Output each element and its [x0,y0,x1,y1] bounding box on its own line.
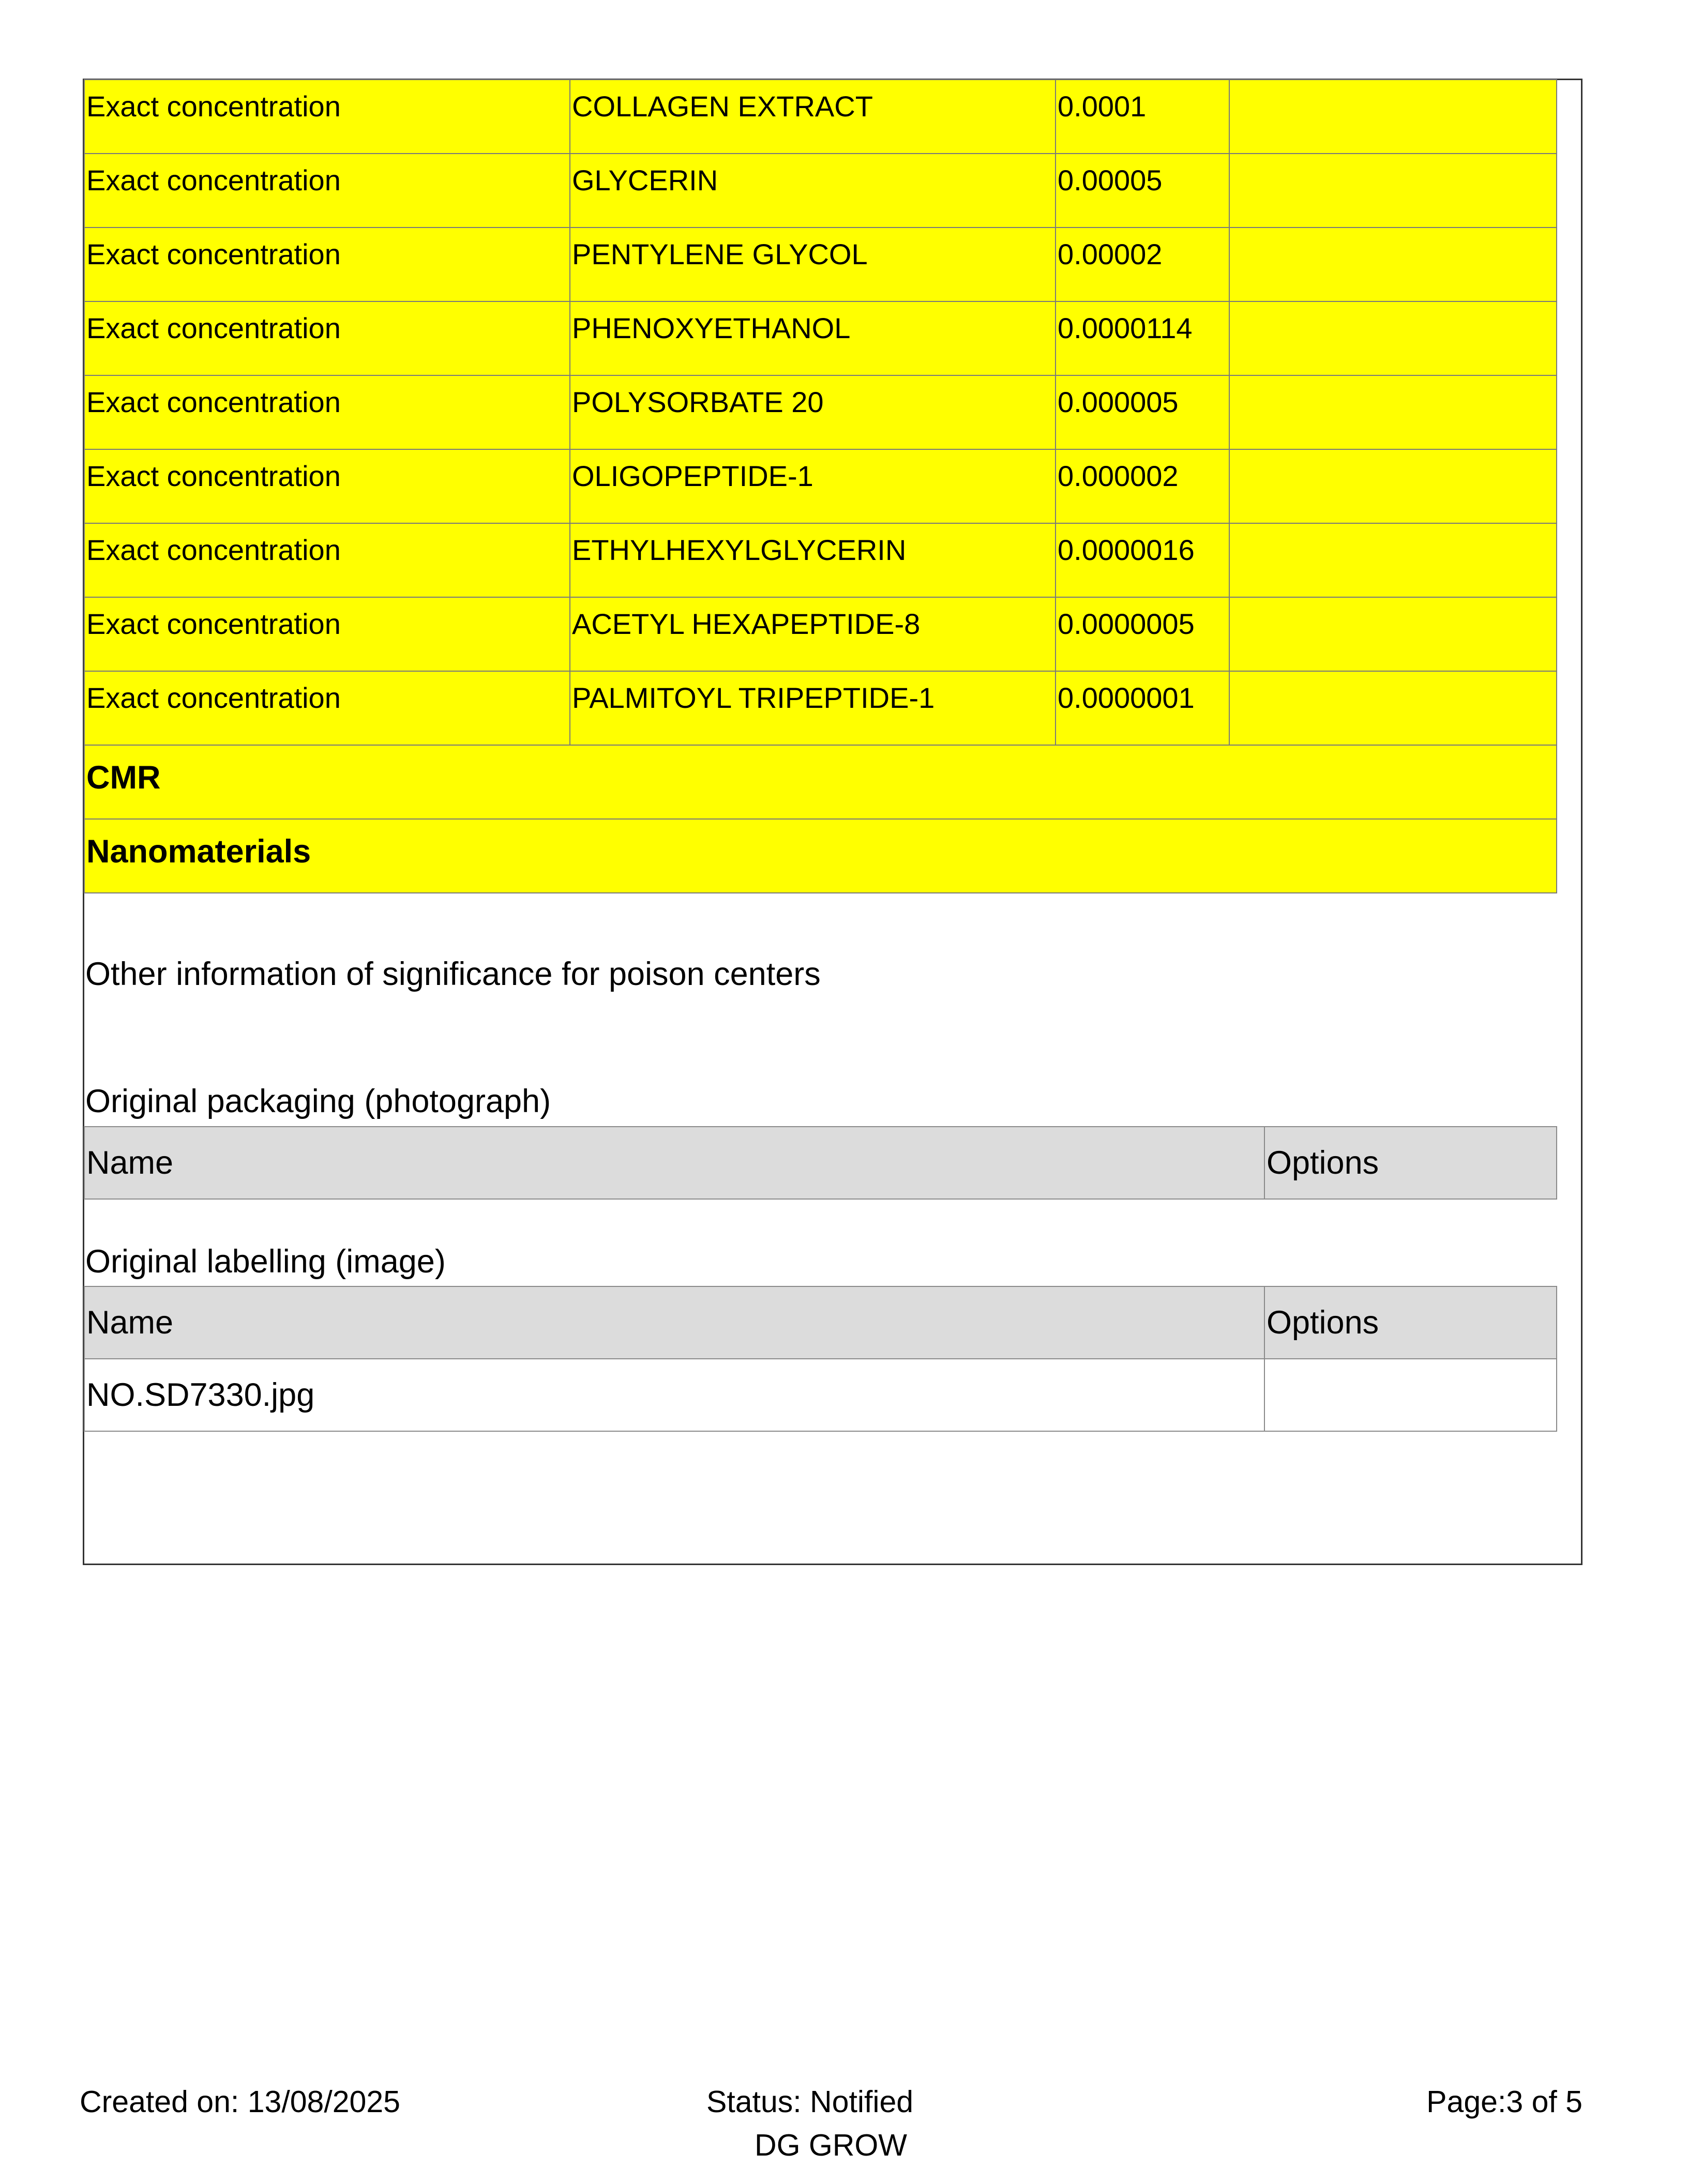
page-total: 5 [1565,2085,1583,2119]
concentration-type: Exact concentration [84,375,570,449]
file-name-link[interactable]: NO.SD7330.jpg [84,1359,1264,1431]
page-prefix: Page: [1426,2085,1506,2119]
concentration-type: Exact concentration [84,154,570,228]
concentration-value: 0.000002 [1056,449,1229,523]
ingredient-extra [1229,154,1557,228]
nanomaterials-section-row [84,819,1557,893]
ingredient-name: PALMITOYL TRIPEPTIDE-1 [570,671,1056,745]
ingredient-extra [1229,375,1557,449]
concentration-value: 0.0000001 [1056,671,1229,745]
page-current: 3 [1506,2085,1524,2119]
column-header-options: Options [1264,1286,1557,1359]
poison-centers-info-label: Other information of significance for poison centers [85,956,821,992]
concentration-value: 0.00005 [1056,154,1229,228]
table-row [84,301,1557,375]
ingredient-extra [1229,597,1557,671]
labelling-files-table [84,1286,1557,1432]
concentration-type: Exact concentration [84,80,570,154]
labelling-section-title: Original labelling (image) [85,1243,446,1280]
ingredient-extra [1229,301,1557,375]
concentration-value: 0.00002 [1056,228,1229,301]
ingredient-extra [1229,80,1557,154]
table-row [84,597,1557,671]
page-indicator [1426,2084,1583,2119]
table-row [84,80,1557,154]
file-options [1264,1359,1557,1431]
page-of: of [1523,2085,1566,2119]
concentration-type: Exact concentration [84,449,570,523]
table-row [84,375,1557,449]
ingredient-extra [1229,523,1557,597]
ingredient-name: COLLAGEN EXTRACT [570,80,1056,154]
ingredient-extra [1229,228,1557,301]
column-header-name: Name [84,1127,1264,1199]
concentration-type: Exact concentration [84,301,570,375]
table-header-row [84,1127,1557,1199]
ingredient-name: GLYCERIN [570,154,1056,228]
ingredient-name: POLYSORBATE 20 [570,375,1056,449]
concentration-value: 0.0000005 [1056,597,1229,671]
organization-name: DG GROW [755,2128,907,2162]
packaging-section-title: Original packaging (photograph) [85,1083,551,1119]
ingredient-name: OLIGOPEPTIDE-1 [570,449,1056,523]
table-row [84,523,1557,597]
table-row [84,1359,1557,1431]
packaging-files-table [84,1126,1557,1200]
ingredients-table [84,79,1557,893]
cmr-section-row [84,745,1557,819]
concentration-type: Exact concentration [84,523,570,597]
ingredient-name: PHENOXYETHANOL [570,301,1056,375]
ingredient-extra [1229,671,1557,745]
ingredient-name: ETHYLHEXYLGLYCERIN [570,523,1056,597]
concentration-value: 0.0001 [1056,80,1229,154]
column-header-options: Options [1264,1127,1557,1199]
created-date: Created on: 13/08/2025 [80,2085,400,2119]
concentration-value: 0.0000016 [1056,523,1229,597]
concentration-value: 0.000005 [1056,375,1229,449]
ingredient-name: ACETYL HEXAPEPTIDE-8 [570,597,1056,671]
concentration-type: Exact concentration [84,597,570,671]
concentration-type: Exact concentration [84,671,570,745]
nanomaterials-heading: Nanomaterials [84,819,1557,893]
cmr-heading: CMR [84,745,1557,819]
concentration-value: 0.0000114 [1056,301,1229,375]
table-row [84,228,1557,301]
table-row [84,449,1557,523]
column-header-name: Name [84,1286,1264,1359]
table-row [84,671,1557,745]
concentration-type: Exact concentration [84,228,570,301]
ingredient-extra [1229,449,1557,523]
table-header-row [84,1286,1557,1359]
ingredient-name: PENTYLENE GLYCOL [570,228,1056,301]
table-row [84,154,1557,228]
status-text: Status: Notified [706,2085,914,2119]
